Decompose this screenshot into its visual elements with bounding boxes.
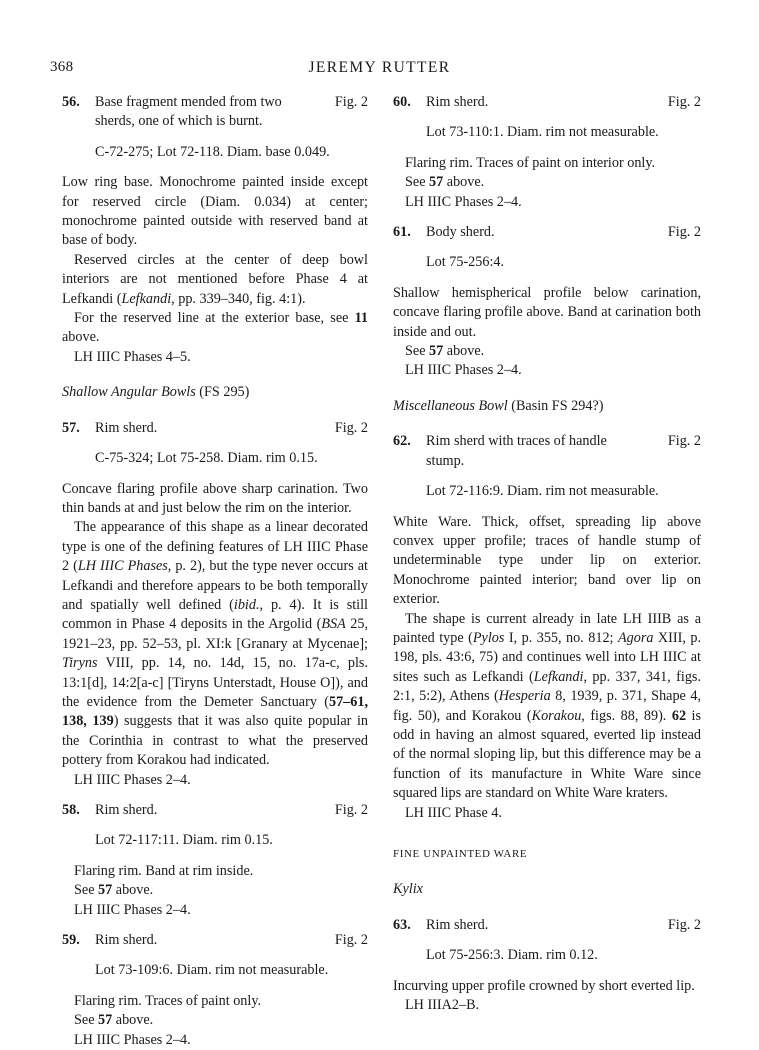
phase-dating: LH IIIC Phases 4–5.: [74, 348, 191, 365]
inventory-reference: Lot 75-256:3. Diam. rim 0.12.: [426, 947, 598, 964]
description: Low ring base. Monochrome painted inside except for reserved circle (Diam. 0.034) at center; monochrome painted outside with reserved band at base of body.: [62, 174, 368, 249]
description: White Ware. Thick, offset, spreading lip above convex upper profile; traces of handle stump of undeterminable type under lip on exterior. Monochrome painted interior; band over lip on exterior.: [393, 513, 701, 608]
ware-heading: FINE UNPAINTED WARE: [393, 848, 528, 860]
entry-number: 61.: [393, 224, 411, 241]
entry-number: 58.: [62, 802, 80, 818]
entry-title: Rim sherd with traces of handle: [426, 433, 607, 450]
section-heading: Shallow Angular Bowls (FS 295): [62, 384, 250, 401]
entry-number: 62.: [393, 433, 411, 450]
entry-number: 57.: [62, 419, 80, 436]
entry-title: Rim sherd.: [95, 802, 158, 818]
catalog-entry-heading: [62, 931, 368, 950]
discussion-paragraph: For the reserved line at the exterior base, see 11 above.: [62, 310, 368, 346]
catalog-entry-heading: [393, 916, 701, 935]
entry-title-cont: sherds, one of which is burnt.: [95, 113, 263, 130]
entry-title: Body sherd.: [426, 224, 495, 241]
figure-reference: Fig. 2: [334, 932, 368, 949]
catalog-entry-heading: [62, 93, 368, 132]
figure-reference: Fig. 2: [667, 94, 701, 110]
catalog-entry-heading: [393, 223, 701, 242]
cross-reference: See 57 above.: [74, 882, 154, 899]
right-column: [393, 93, 701, 1015]
description: Shallow hemispherical profile below carination, concave flaring profile above. Band at carination both inside and out.: [393, 284, 701, 340]
phase-dating: LH IIIC Phases 2–4.: [74, 771, 191, 788]
cross-reference: See 57 above.: [405, 174, 485, 191]
inventory-reference: C-75-324; Lot 75-258. Diam. rim 0.15.: [95, 450, 318, 467]
entry-title: Rim sherd.: [426, 916, 489, 933]
left-column: [62, 93, 368, 1050]
entry-number: 56.: [62, 94, 80, 110]
phase-dating: LH IIIC Phase 4.: [405, 804, 502, 821]
figure-reference: Fig. 2: [667, 433, 701, 450]
entry-title: Rim sherd.: [95, 419, 158, 436]
running-head: JEREMY RUTTER: [308, 59, 451, 76]
description: Flaring rim. Band at rim inside.: [74, 862, 254, 879]
description: Incurving upper profile crowned by short everted lip.: [393, 977, 695, 994]
entry-number: 59.: [62, 932, 80, 949]
catalog-entry-heading: [393, 432, 701, 471]
inventory-reference: Lot 73-109:6. Diam. rim not measurable.: [95, 962, 329, 979]
cross-reference: See 57 above.: [74, 1012, 154, 1029]
entry-title: Rim sherd.: [95, 932, 158, 949]
entry-title: Rim sherd.: [426, 94, 489, 110]
inventory-reference: C-72-275; Lot 72-118. Diam. base 0.049.: [95, 143, 330, 160]
entry-number: 60.: [393, 94, 411, 110]
figure-reference: Fig. 2: [667, 224, 701, 241]
inventory-reference: Lot 72-116:9. Diam. rim not measurable.: [426, 483, 659, 500]
entry-title-cont: stump.: [426, 452, 465, 469]
discussion-paragraph: Reserved circles at the center of deep bowl interiors are not mentioned before Phase 4 at Lefkandi (Lefkandi, pp. 339–340, fig. 4:1).: [62, 251, 368, 307]
inventory-reference: Lot 73-110:1. Diam. rim not measurable.: [426, 124, 659, 141]
figure-reference: Fig. 2: [334, 802, 368, 818]
phase-dating: LH IIIC Phases 2–4.: [74, 901, 191, 918]
page-number: 368: [50, 59, 74, 75]
catalog-entry-heading: [62, 419, 368, 438]
description: Flaring rim. Traces of paint on interior only.: [405, 154, 656, 171]
subsection-heading: Kylix: [393, 881, 423, 898]
description: Flaring rim. Traces of paint only.: [74, 992, 262, 1009]
entry-number: 63.: [393, 916, 411, 933]
cross-reference: See 57 above.: [405, 343, 485, 360]
catalog-entry-heading: [62, 801, 368, 820]
phase-dating: LH IIIA2–B.: [405, 997, 480, 1014]
figure-reference: Fig. 2: [334, 419, 368, 436]
catalog-entry-heading: [393, 93, 701, 112]
entry-title: Base fragment mended from two: [95, 94, 282, 110]
section-heading: Miscellaneous Bowl (Basin FS 294?): [393, 397, 604, 414]
inventory-reference: Lot 75-256:4.: [426, 254, 505, 271]
figure-reference: Fig. 2: [667, 916, 701, 933]
figure-reference: Fig. 2: [334, 94, 368, 110]
inventory-reference: Lot 72-117:11. Diam. rim 0.15.: [95, 832, 273, 849]
phase-dating: LH IIIC Phases 2–4.: [405, 362, 522, 379]
discussion-paragraph: The appearance of this shape as a linear decorated type is one of the defining features of LH IIIC Phase 2 (LH IIIC Phases, p. 2), but the type never occurs at Lefkandi and therefore appears to be both temporally and spatially well defined (ibid., p. 4). It is still common in Phase 4 deposits in the Argolid (BSA 25, 1921–23, pp. 52–53, pl. XI:k [Granary at Mycenae]; Tiryns VIII, pp. 14, no. 14d, 15, no. 17a-c, pls. 13:1[d], 14:2[a-c] [Tiryns Unterstadt, House O]), and the evidence from the Demeter Sanctuary (57–61, 138, 139) suggests that it was also quite popular in the Corinthia in contrast to what the preserved pottery from Korakou had indicated.: [62, 519, 369, 769]
description: Concave flaring profile above sharp carination. Two thin bands at and just below the rim on the interior.: [62, 480, 368, 516]
phase-dating: LH IIIC Phases 2–4.: [74, 1031, 191, 1048]
phase-dating: LH IIIC Phases 2–4.: [405, 193, 522, 210]
discussion-paragraph: The shape is current already in late LH IIIB as a painted type (Pylos I, p. 355, no. 812; Agora XIII, p. 198, pls. 43:6, 75) and continues well into LH IIIC at sites such as Lefkandi (Lefkandi, pp. 337, 341, figs. 2:1, 5:2), Athens (Hesperia 8, 1939, p. 371, Shape 4, fig. 50), and Korakou (Korakou, figs. 88, 89). 62 is odd in having an almost squared, everted lip instead of the normal sloping lip, but this difference may be a function of its manufacture in White Ware since squared lips are standard on White Ware kraters.: [393, 610, 701, 802]
